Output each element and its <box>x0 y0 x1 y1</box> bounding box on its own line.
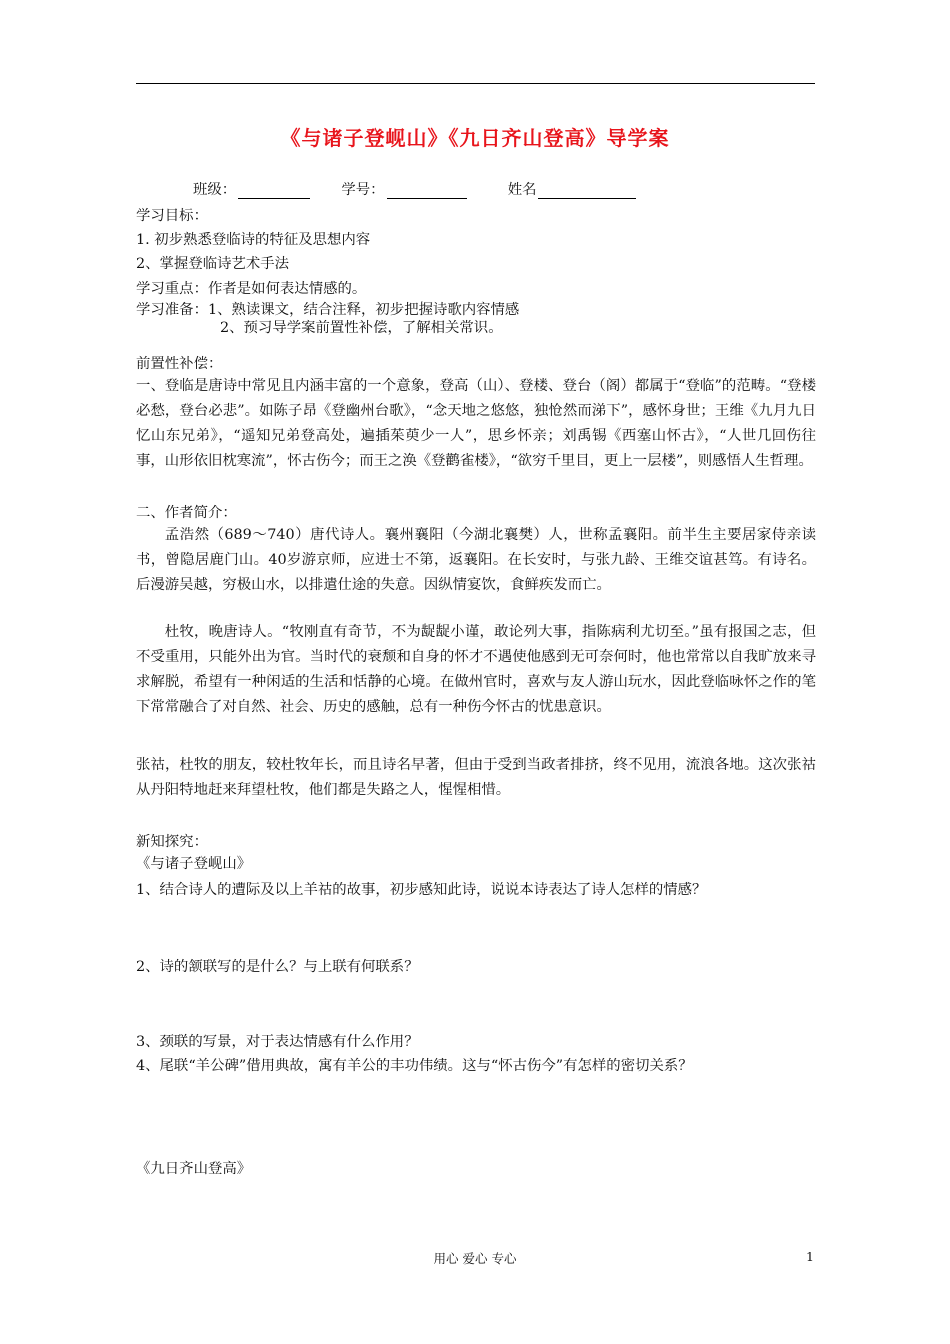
supplement-paragraph: 一、登临是唐诗中常见且内涵丰富的一个意象，登高（山）、登楼、登台（阁）都属于“登临”的范畴。“登楼必愁，登台必悲”。如陈子昂《登幽州台歌》，“念天地之悠悠，独怆然而涕下”，感怀身世；王维《九月九日忆山东兄弟》，“遥知兄弟登高处，遍插茱萸少一人”，思乡怀亲；刘禹锡《西塞山怀古》，“人世几回伤往事，山形依旧枕寒流”，怀古伤今；而王之涣《登鹳雀楼》，“欲穷千里目，更上一层楼”，则感悟人生哲理。 <box>136 378 816 469</box>
header-rule <box>136 83 815 84</box>
focus-line: 学习重点：作者是如何表达情感的。 <box>136 281 367 297</box>
footer-motto: 用心 爱心 专心 <box>433 1251 517 1266</box>
name-blank[interactable] <box>538 184 636 199</box>
question-1: 1、结合诗人的遭际及以上羊祜的故事，初步感知此诗，说说本诗表达了诗人怎样的情感？ <box>136 882 707 898</box>
number-blank[interactable] <box>387 184 467 199</box>
objectives-heading: 学习目标： <box>136 208 208 224</box>
prep-line-2: 2、预习导学案前置性补偿，了解相关常识。 <box>220 320 503 336</box>
supplement-heading: 前置性补偿： <box>136 356 223 372</box>
objective-item-1: 1. 初步熟悉登临诗的特征及思想内容 <box>136 232 371 248</box>
student-info-row <box>193 178 636 199</box>
meng-haoran-bio: 孟浩然（689～740）唐代诗人。襄州襄阳（今湖北襄樊）人，世称孟襄阳。前半生主要居家侍亲读书，曾隐居鹿门山。40岁游京师，应进士不第，返襄阳。在长安时，与张九龄、王维交谊甚笃。有诗名。后漫游吴越，穷极山水，以排遣仕途的失意。因纵情宴饮，食鲜疾发而亡。 <box>136 527 816 593</box>
poem-title-1: 《与诸子登岘山》 <box>136 856 252 872</box>
name-label: 姓名 <box>507 182 537 198</box>
number-label: 学号： <box>341 182 385 198</box>
zhang-hu-bio: 张祜，杜牧的朋友，较杜牧年长，而且诗名早著，但由于受到当政者排挤，终不见用，流浪各地。这次张祜从丹阳特地赶来拜望杜牧，他们都是失路之人，惺惺相惜。 <box>136 757 816 798</box>
page-number: 1 <box>806 1249 814 1264</box>
class-label: 班级： <box>193 182 237 198</box>
question-4: 4、尾联“羊公碑”借用典故，寓有羊公的丰功伟绩。这与“怀古伤今”有怎样的密切关系？ <box>136 1058 693 1074</box>
objective-item-2: 2、掌握登临诗艺术手法 <box>136 256 290 272</box>
question-3: 3、颈联的写景，对于表达情感有什么作用？ <box>136 1034 419 1050</box>
question-2: 2、诗的颔联写的是什么？与上联有何联系？ <box>136 959 419 975</box>
prep-line-1: 学习准备：1、熟读课文，结合注释，初步把握诗歌内容情感 <box>136 302 520 318</box>
author-heading: 二、作者简介： <box>136 505 237 521</box>
poem-title-2: 《九日齐山登高》 <box>136 1161 252 1177</box>
class-blank[interactable] <box>238 184 310 199</box>
document-title: 《与诸子登岘山》《九日齐山登高》导学案 <box>280 126 670 150</box>
explore-heading: 新知探究： <box>136 834 208 850</box>
du-mu-bio: 杜牧，晚唐诗人。“牧刚直有奇节，不为龊龊小谨，敢论列大事，指陈病利尤切至。”虽有报国之志，但不受重用，只能外出为官。当时代的衰颓和自身的怀才不遇使他感到无可奈何时，他也常常以自我旷放来寻求解脱，希望有一种闲适的生活和恬静的心境。在做州官时，喜欢与友人游山玩水，因此登临咏怀之作的笔下常常融合了对自然、社会、历史的感触，总有一种伤今怀古的忧患意识。 <box>136 624 816 715</box>
